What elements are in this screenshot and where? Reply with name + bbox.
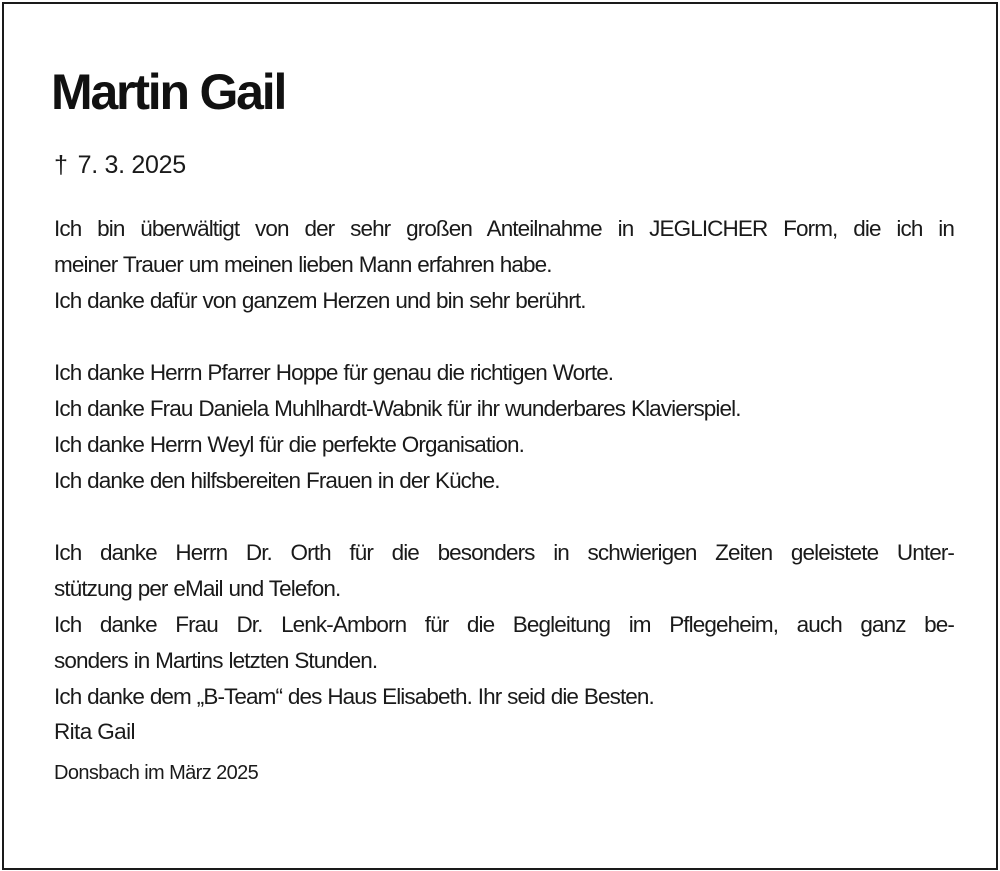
signature: Rita Gail [54, 719, 135, 744]
text-line: stützung per eMail und Telefon. [54, 576, 341, 601]
text-line: Ich danke Frau Dr. Lenk-Amborn für die Begleitung im Pflegeheim, auch ganz be- [54, 612, 954, 637]
text-line: Ich danke dafür von ganzem Herzen und bin sehr berührt. [54, 288, 586, 313]
text-line: Ich bin überwältigt von der sehr großen Anteilnahme in JEGLICHER Form, die ich in [54, 216, 954, 241]
deceased-name: Martin Gail [51, 64, 286, 120]
obituary-notice [2, 2, 998, 870]
notice-content [51, 62, 954, 787]
death-date: 7. 3. 2025 [77, 151, 186, 179]
text-line: Ich danke Herrn Pfarrer Hoppe für genau die richtigen Worte. [54, 360, 614, 385]
text-line: Ich danke Herrn Weyl für die perfekte Organisation. [54, 432, 524, 457]
gratitude-paragraph-1 [54, 211, 954, 319]
death-cross-symbol: † [54, 151, 68, 179]
text-line: meiner Trauer um meinen lieben Mann erfahren habe. [54, 252, 552, 277]
place-and-date: Donsbach im März 2025 [54, 762, 259, 784]
text-line: sonders in Martins letzten Stunden. [54, 648, 378, 673]
death-date-line [54, 150, 954, 180]
gratitude-paragraph-2 [54, 355, 954, 499]
text-line: Ich danke dem „B-Team“ des Haus Elisabeth. Ihr seid die Besten. [54, 684, 654, 709]
text-line: Ich danke Herrn Dr. Orth für die besonders in schwierigen Zeiten geleistete Unter- [54, 540, 954, 565]
gratitude-paragraph-3 [54, 535, 954, 715]
text-line: Ich danke Frau Daniela Muhlhardt-Wabnik für ihr wunderbares Klavierspiel. [54, 396, 741, 421]
text-line: Ich danke den hilfsbereiten Frauen in der Küche. [54, 468, 500, 493]
